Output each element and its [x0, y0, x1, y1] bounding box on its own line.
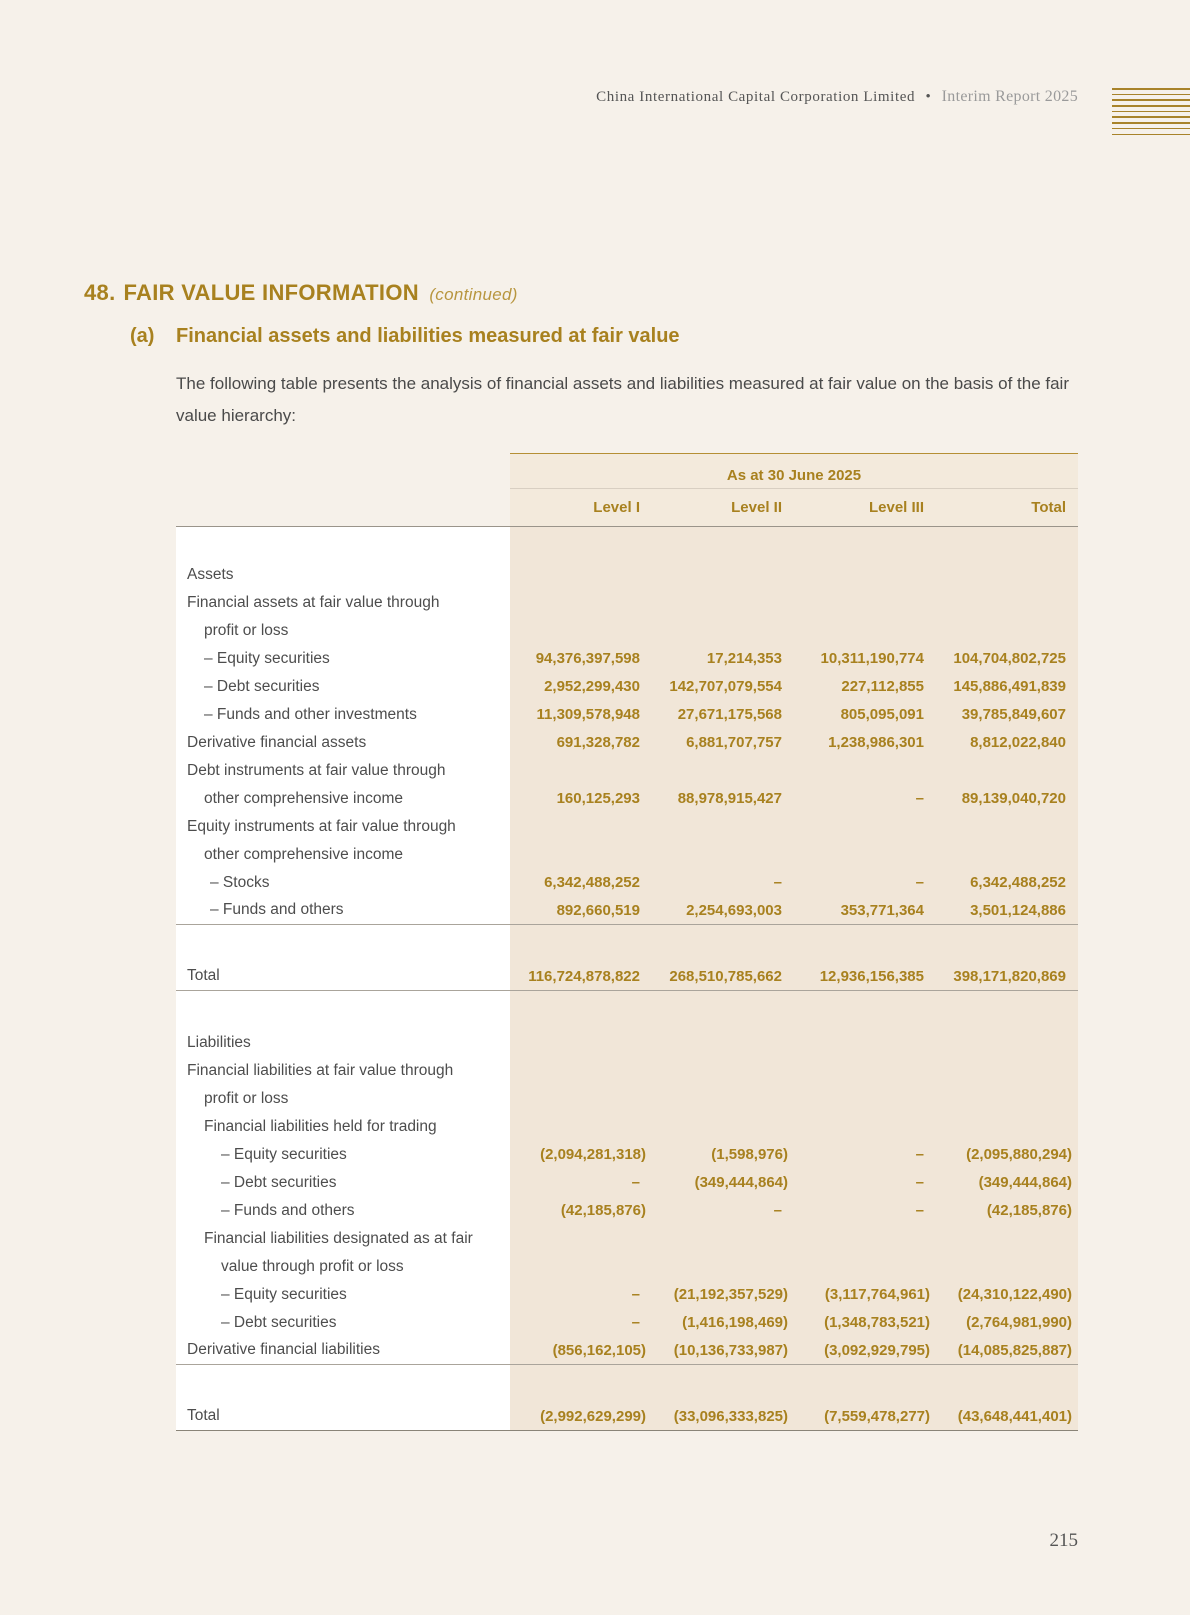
table-row [176, 617, 1078, 645]
row-label: – Funds and others [176, 897, 510, 925]
row-label: Total [176, 1403, 510, 1431]
table-row: Derivative financial liabilities (856,162,105) (10,136,733,987) (3,092,929,795) (14,085,825,887) [176, 1337, 1078, 1365]
section-number: 48. [84, 280, 116, 305]
liabilities-heading: Liabilities [176, 1029, 510, 1057]
table-row [176, 1085, 1078, 1113]
table-row: – Stocks 6,342,488,252 – – 6,342,488,252 [176, 869, 1078, 897]
row-label: Total [176, 963, 510, 991]
assets-heading: Assets [176, 561, 510, 589]
subsection-letter: (a) [130, 325, 155, 347]
running-header [596, 88, 1078, 106]
table-row: – Equity securities 94,376,397,598 17,214,353 10,311,190,774 104,704,802,725 [176, 645, 1078, 673]
row-label: Equity instruments at fair value through [176, 813, 510, 841]
row-label: – Debt securities [176, 673, 510, 701]
row-label: – Stocks [176, 869, 510, 897]
table-row [176, 1029, 1078, 1057]
table-row: other comprehensive income 160,125,293 88,978,915,427 – 89,139,040,720 [176, 785, 1078, 813]
subsection-heading [130, 325, 680, 348]
row-label: – Equity securities [176, 1281, 510, 1309]
column-header-level-2: Level II [652, 489, 794, 527]
table-row: – Debt securities – (349,444,864) – (349,444,864) [176, 1169, 1078, 1197]
row-label: value through profit or loss [176, 1253, 510, 1281]
bullet-separator: • [925, 89, 932, 105]
table-row: – Debt securities 2,952,299,430 142,707,079,554 227,112,855 145,886,491,839 [176, 673, 1078, 701]
column-header-level-1: Level I [510, 489, 652, 527]
intro-paragraph: The following table presents the analysis of financial assets and liabilities measured at fair value on the basis of the fair value hierarchy: [176, 374, 1069, 425]
section-continued: (continued) [429, 285, 518, 304]
subsection-title: Financial assets and liabilities measured at fair value [176, 325, 680, 347]
row-label: Financial liabilities at fair value through [176, 1057, 510, 1085]
row-label: other comprehensive income [176, 841, 510, 869]
decorative-lines-icon [1112, 88, 1190, 136]
liabilities-total-row: Total (2,992,629,299) (33,096,333,825) (7,559,478,277) (43,648,441,401) [176, 1403, 1078, 1431]
row-label: Debt instruments at fair value through [176, 757, 510, 785]
company-name: China International Capital Corporation Limited [596, 89, 916, 105]
table-row: – Funds and other investments 11,309,578,948 27,671,175,568 805,095,091 39,785,849,607 [176, 701, 1078, 729]
row-label: profit or loss [176, 1085, 510, 1113]
table-row: – Equity securities – (21,192,357,529) (3,117,764,961) (24,310,122,490) [176, 1281, 1078, 1309]
table-row [176, 841, 1078, 869]
row-label: Derivative financial assets [176, 729, 510, 757]
table-row [176, 589, 1078, 617]
row-label: – Equity securities [176, 645, 510, 673]
fair-value-table [176, 453, 1078, 1431]
column-header-total: Total [936, 489, 1078, 527]
row-label: Financial assets at fair value through [176, 589, 510, 617]
table-row [176, 1225, 1078, 1253]
report-title: Interim Report 2025 [941, 88, 1078, 105]
row-label: Financial liabilities designated as at fair [176, 1225, 510, 1253]
row-label: – Debt securities [176, 1169, 510, 1197]
section-heading [84, 280, 518, 306]
section-title: FAIR VALUE INFORMATION [123, 280, 419, 305]
column-header-level-3: Level III [794, 489, 936, 527]
table-row [176, 1057, 1078, 1085]
table-row [176, 1253, 1078, 1281]
row-label: profit or loss [176, 617, 510, 645]
row-label: – Funds and others [176, 1197, 510, 1225]
table-row: – Funds and others 892,660,519 2,254,693,003 353,771,364 3,501,124,886 [176, 897, 1078, 925]
row-label: other comprehensive income [176, 785, 510, 813]
table-row [176, 757, 1078, 785]
table-row [176, 1113, 1078, 1141]
row-label: – Equity securities [176, 1141, 510, 1169]
table-row: – Equity securities (2,094,281,318) (1,598,976) – (2,095,880,294) [176, 1141, 1078, 1169]
assets-total-row: Total 116,724,878,822 268,510,785,662 12,936,156,385 398,171,820,869 [176, 963, 1078, 991]
row-label: Financial liabilities held for trading [176, 1113, 510, 1141]
table-row: – Debt securities – (1,416,198,469) (1,348,783,521) (2,764,981,990) [176, 1309, 1078, 1337]
table-row: Derivative financial assets 691,328,782 6,881,707,757 1,238,986,301 8,812,022,840 [176, 729, 1078, 757]
period-header: As at 30 June 2025 [510, 454, 1078, 489]
row-label: – Debt securities [176, 1309, 510, 1337]
row-label: – Funds and other investments [176, 701, 510, 729]
table-row [176, 813, 1078, 841]
table-row [176, 561, 1078, 589]
row-label: Derivative financial liabilities [176, 1337, 510, 1365]
page-number: 215 [1049, 1530, 1078, 1551]
table-row: – Funds and others (42,185,876) – – (42,185,876) [176, 1197, 1078, 1225]
